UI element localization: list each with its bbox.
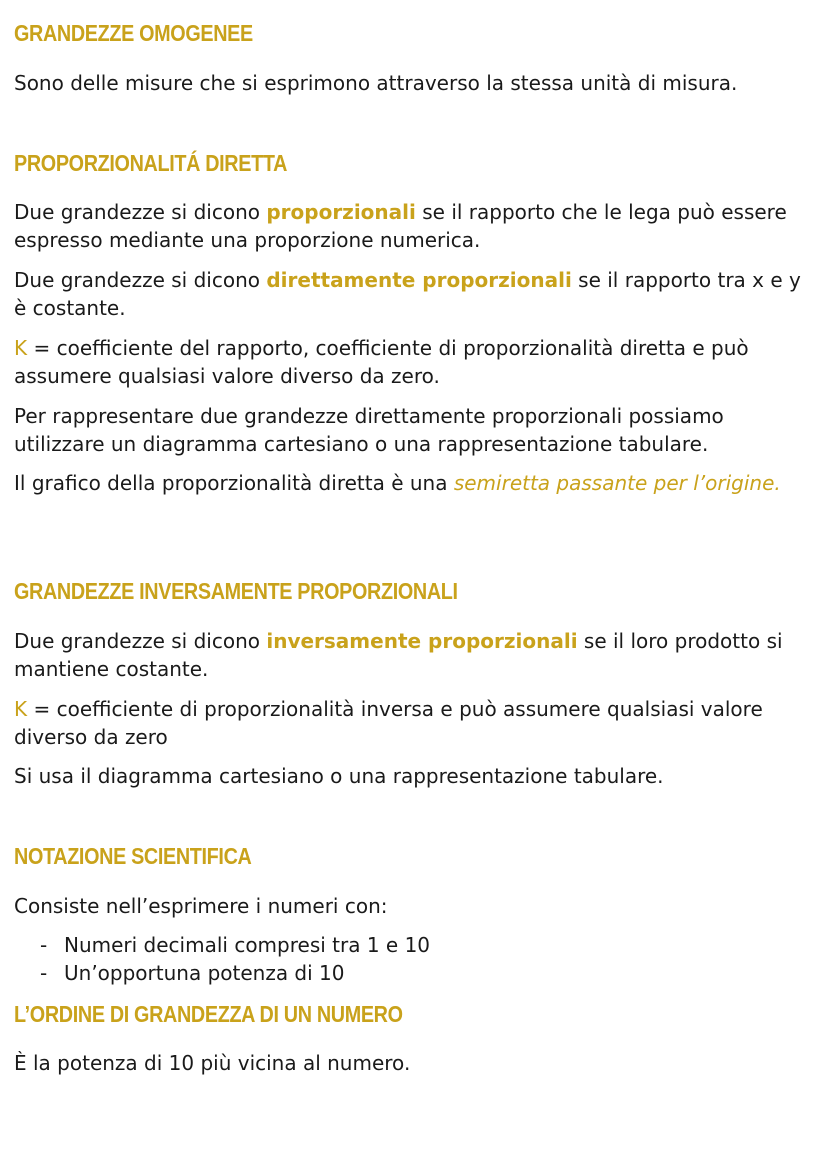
- list-item: [40, 931, 430, 959]
- heading-notazione-scientifica: NOTAZIONE SCIENTIFICA: [14, 843, 252, 869]
- paragraph-proporzionali-definition: [14, 198, 814, 254]
- text-segment: = coefficiente del rapporto, coefficiente di proporzionalità diretta e può assumere qualsiasi valore diverso da zero.: [14, 336, 749, 388]
- text-segment: se il loro prodotto si mantiene costante.: [14, 629, 783, 681]
- text-segment: Due grandezze si dicono: [14, 629, 267, 653]
- heading-grandezze-omogenee: GRANDEZZE OMOGENEE: [14, 20, 253, 46]
- paragraph-k-diretta: [14, 334, 814, 390]
- text-segment: se il rapporto che le lega può essere espresso mediante una proporzione numerica.: [14, 200, 787, 252]
- dash-bullet: -: [40, 961, 48, 985]
- paragraph-rappresentazione-inversa: Si usa il diagramma cartesiano o una rappresentazione tabulare.: [14, 764, 664, 788]
- list-item: [40, 959, 430, 987]
- list-item-text: Numeri decimali compresi tra 1 e 10: [64, 933, 431, 957]
- text-segment: Due grandezze si dicono: [14, 200, 267, 224]
- paragraph-ordine-definition: È la potenza di 10 più vicina al numero.: [14, 1051, 411, 1075]
- k-symbol: K: [14, 697, 28, 721]
- paragraph-k-inversa: [14, 695, 814, 751]
- k-symbol: K: [14, 336, 28, 360]
- highlight-direttamente-proporzionali: direttamente proporzionali: [266, 268, 572, 292]
- highlight-inversamente-proporzionali: inversamente proporzionali: [266, 629, 578, 653]
- highlight-proporzionali: proporzionali: [266, 200, 416, 224]
- dash-bullet: -: [40, 933, 48, 957]
- text-segment: se il rapporto tra x e y è costante.: [14, 268, 801, 320]
- paragraph-notazione-intro: Consiste nell’esprimere i numeri con:: [14, 894, 388, 918]
- paragraph-omogenee-definition: Sono delle misure che si esprimono attraverso la stessa unità di misura.: [14, 71, 738, 95]
- paragraph-rappresentazione-diretta: Per rappresentare due grandezze direttamente proporzionali possiamo utilizzare un diagramma cartesiano o una rappresentazione tabulare.: [14, 404, 724, 456]
- italic-semiretta: semiretta passante per l’origine.: [453, 471, 781, 495]
- paragraph-direttamente-definition: [14, 266, 814, 322]
- text-segment: Due grandezze si dicono: [14, 268, 267, 292]
- heading-proporzionalita-diretta: PROPORZIONALITÁ DIRETTA: [14, 150, 288, 176]
- list-item-text: Un’opportuna potenza di 10: [64, 961, 345, 985]
- notazione-list: [40, 931, 430, 987]
- paragraph-grafico-diretta: [14, 469, 814, 497]
- heading-grandezze-inversamente: GRANDEZZE INVERSAMENTE PROPORZIONALI: [14, 578, 458, 604]
- text-segment: = coefficiente di proporzionalità inversa e può assumere qualsiasi valore diverso da zero: [14, 697, 763, 749]
- paragraph-inversamente-definition: [14, 627, 814, 683]
- heading-ordine-di-grandezza: L’ORDINE DI GRANDEZZA DI UN NUMERO: [14, 1001, 403, 1027]
- text-segment: Il grafico della proporzionalità diretta è una: [14, 471, 454, 495]
